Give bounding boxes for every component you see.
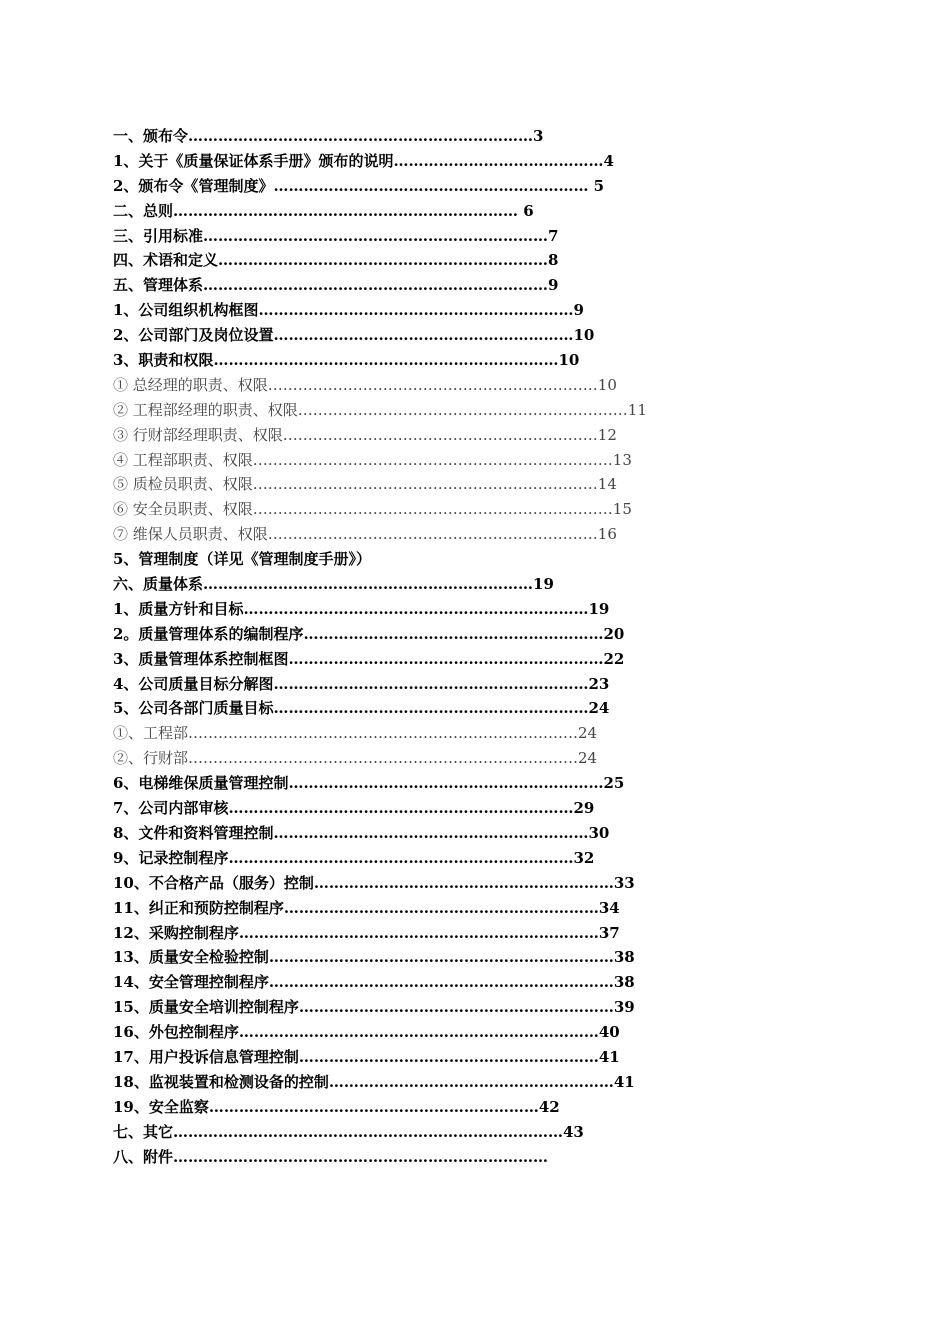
toc-entry: 2。质量管理体系的编制程序……………………………………………………20 xyxy=(113,624,625,643)
toc-entry: 2、颁布令《管理制度》……………………………………………………… 5 xyxy=(113,176,605,195)
toc-entry: ② 工程部经理的职责、权限…………………………………………………………11 xyxy=(113,400,647,419)
toc-entry: ① 总经理的职责、权限…………………………………………………………10 xyxy=(113,375,617,394)
toc-entry: 12、采购控制程序………………………………………………………………37 xyxy=(113,923,620,942)
toc-entry: ③ 行财部经理职责、权限………………………………………………………12 xyxy=(113,425,617,444)
toc-entry: 14、安全管理控制程序……………………………………………………………38 xyxy=(113,973,635,992)
toc-entry: 1、公司组织机构框图………………………………………………………9 xyxy=(113,301,584,320)
toc-entry: ④ 工程部职责、权限………………………………………………………………13 xyxy=(113,450,632,469)
toc-entry: 8、文件和资料管理控制………………………………………………………30 xyxy=(113,823,610,842)
toc-entry: 一、颁布令……………………………………………………………3 xyxy=(113,127,544,145)
toc-entry: 10、不合格产品（服务）控制……………………………………………………33 xyxy=(113,873,635,892)
toc-entry: ②、行财部……………………………………………………………………24 xyxy=(113,749,598,768)
toc-entry: 19、安全监察…………………………………………………………42 xyxy=(113,1097,560,1116)
toc-entry: 五、管理体系……………………………………………………………9 xyxy=(113,276,559,295)
toc-entry: 5、管理制度（详见《管理制度手册》） xyxy=(113,550,371,569)
toc-entry: ①、工程部……………………………………………………………………24 xyxy=(113,724,598,743)
toc-entry: 3、质量管理体系控制框图………………………………………………………22 xyxy=(113,649,625,668)
toc-entry: 9、记录控制程序……………………………………………………………32 xyxy=(113,848,595,867)
toc-entry: 5、公司各部门质量目标………………………………………………………24 xyxy=(113,699,610,718)
toc-entry: ⑦ 维保人员职责、权限…………………………………………………………16 xyxy=(113,525,617,544)
toc-entry: 4、公司质量目标分解图………………………………………………………23 xyxy=(113,674,610,693)
toc-entry: 7、公司内部审核……………………………………………………………29 xyxy=(113,799,595,818)
toc-entry: 6、电梯维保质量管理控制………………………………………………………25 xyxy=(113,774,625,793)
toc-entry: ⑤ 质检员职责、权限……………………………………………………………14 xyxy=(113,475,617,494)
toc-entry: ⑥ 安全员职责、权限………………………………………………………………15 xyxy=(113,500,632,519)
toc-entry: 七、其它……………………………………………………………………43 xyxy=(113,1122,584,1141)
toc-entry: 三、引用标准……………………………………………………………7 xyxy=(113,226,559,245)
table-of-contents xyxy=(113,124,833,1169)
toc-entry: 2、公司部门及岗位设置……………………………………………………10 xyxy=(113,326,595,345)
toc-entry: 16、外包控制程序………………………………………………………………40 xyxy=(113,1023,620,1042)
toc-entry: 八、附件………………………………………………………………… xyxy=(113,1147,549,1166)
toc-entry: 二、总则…………………………………………………………… 6 xyxy=(113,201,534,220)
toc-entry: 15、质量安全培训控制程序………………………………………………………39 xyxy=(113,998,635,1017)
toc-entry: 六、质量体系…………………………………………………………19 xyxy=(113,575,554,594)
toc-entry: 1、关于《质量保证体系手册》颁布的说明……………………………………4 xyxy=(113,151,614,170)
toc-entry: 13、质量安全检验控制……………………………………………………………38 xyxy=(113,948,635,967)
toc-entry: 3、职责和权限……………………………………………………………10 xyxy=(113,351,580,370)
toc-entry: 11、纠正和预防控制程序………………………………………………………34 xyxy=(113,898,620,917)
toc-entry: 17、用户投诉信息管理控制……………………………………………………41 xyxy=(113,1047,620,1066)
toc-entry: 1、质量方针和目标……………………………………………………………19 xyxy=(113,599,610,618)
toc-entry: 18、监视装置和检测设备的控制…………………………………………………41 xyxy=(113,1072,635,1091)
toc-entry: 四、术语和定义…………………………………………………………8 xyxy=(113,251,559,270)
